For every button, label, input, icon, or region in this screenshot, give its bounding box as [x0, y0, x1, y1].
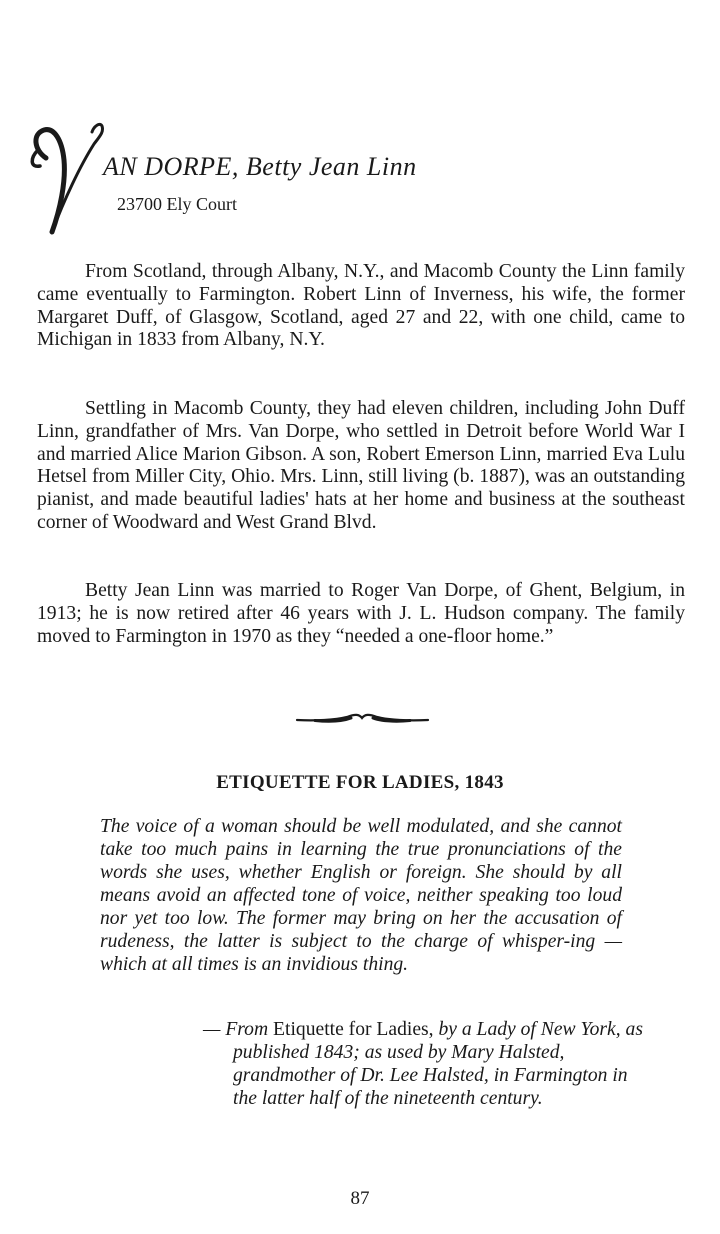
source-book-title: Etiquette for Ladies,	[273, 1019, 434, 1040]
etiquette-title: ETIQUETTE FOR LADIES, 1843	[216, 772, 504, 793]
heading-name-text: AN DORPE, Betty Jean Linn	[103, 152, 417, 181]
quote-source	[203, 1018, 653, 1110]
drop-cap-v	[24, 120, 114, 240]
heading-address: 23700 Ely Court	[117, 194, 237, 214]
heading-name	[103, 152, 417, 182]
etiquette-quote: The voice of a woman should be well modulated, and she cannot take too much pains in learning the true pronunciations of the words she uses, whether English or foreign. She should by all means avoid an affected tone of voice, neither speaking too loud nor yet too low. The former may bring on her the accusation of rudeness, the latter is subject to the charge of whisper-ing — which at all times is an invidious thing.	[100, 816, 622, 975]
source-prefix: — From	[203, 1019, 274, 1040]
paragraph-3: Betty Jean Linn was married to Roger Van Dorpe, of Ghent, Belgium, in 1913; he is now retired after 46 years with J. L. Hudson company. The family moved to Farmington in 1970 as they “needed a one-floor home.”	[37, 580, 685, 647]
paragraph-2: Settling in Macomb County, they had eleven children, including John Duff Linn, grandfather of Mrs. Van Dorpe, who settled in Detroit before World War I and married Alice Marion Gibson. A son, Robert Emerson Linn, married Eva Lulu Hetsel from Miller City, Ohio. Mrs. Linn, still living (b. 1887), was an outstanding pianist, and made beautiful ladies' hats at her home and business at the southeast corner of Woodward and West Grand Blvd.	[37, 398, 685, 533]
section-divider-ornament	[295, 708, 430, 728]
paragraph-1: From Scotland, through Albany, N.Y., and Macomb County the Linn family came eventually to Farmington. Robert Linn of Inverness, his wife, the former Margaret Duff, of Glasgow, Scotland, aged 27 and 22, with one child, came to Michigan in 1833 from Albany, N.Y.	[37, 261, 685, 351]
source-rest: by a Lady of New York, as published 1843; as used by Mary Halsted, grandmother of Dr. Lee Halsted, in Farmington in the latter half of the nineteenth century.	[233, 1019, 643, 1109]
page-number: 87	[350, 1188, 370, 1209]
